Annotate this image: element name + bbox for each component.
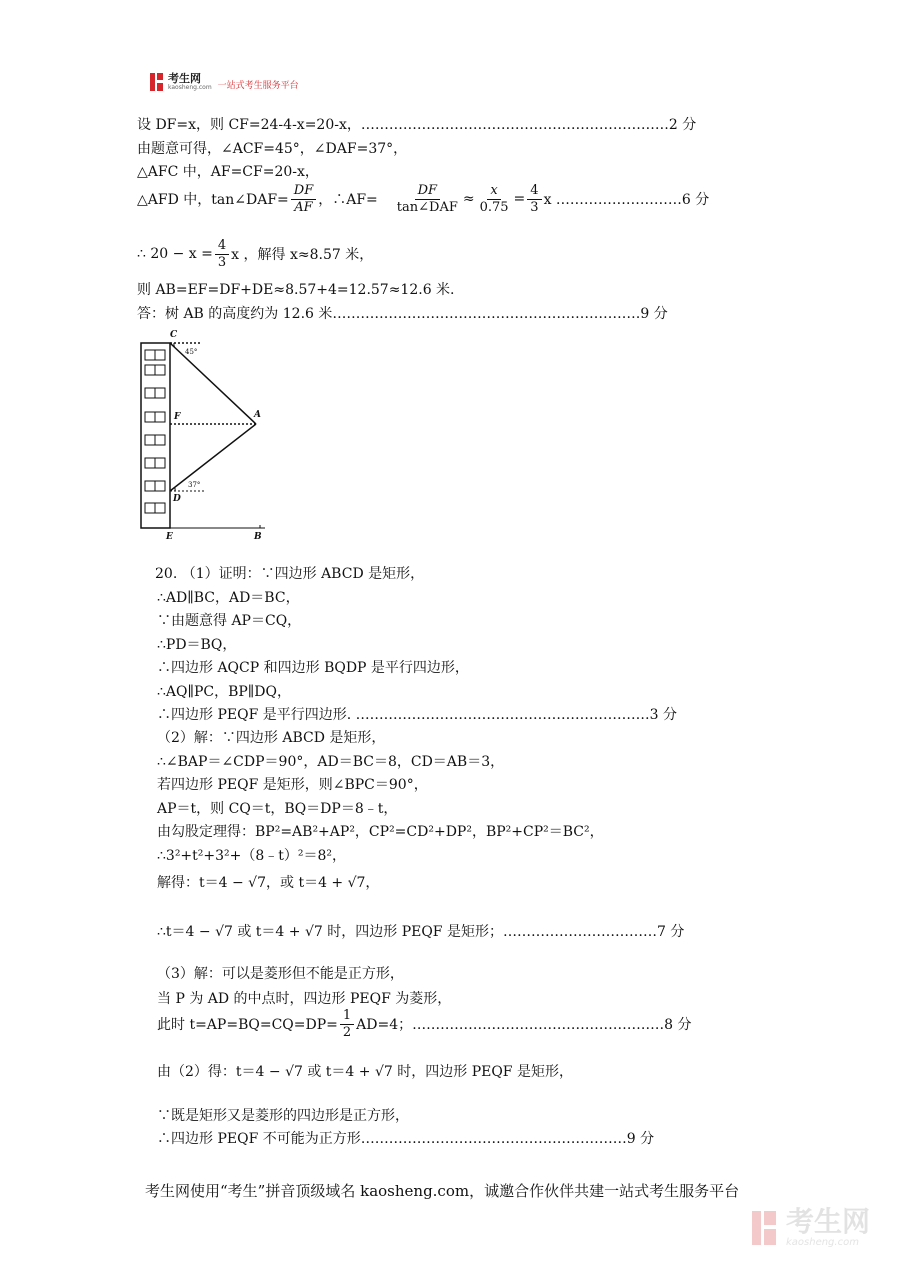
p20-line-18: 此时 t=AP=BQ=CQ=DP= $\frac{1}{2}$ AD=4；………………………………………………8 分 xyxy=(157,1008,692,1040)
p20-line-2: ∴AD∥BC，AD＝BC， xyxy=(157,590,300,606)
watermark-logo xyxy=(752,1205,870,1248)
geometry-figure xyxy=(130,325,280,545)
p20-line-12: 由勾股定理得：BP²=AB²+AP²，CP²=CD²+DP²，BP²+CP²＝BC²， xyxy=(157,824,604,840)
solution-line-5: ∴ 20 − x = $\frac{4}{3}$ x ，解得 x≈8.57 米， xyxy=(137,238,374,270)
logo-slogan: 一站式考生服务平台 xyxy=(217,81,299,91)
line-da xyxy=(170,424,256,491)
label-a: A xyxy=(254,410,261,420)
p20-line-1: 20. （1）证明：∵四边形 ABCD 是矩形， xyxy=(155,566,425,582)
solution-line-6: 则 AB=EF=DF+DE≈8.57+4=12.57≈12.6 米. xyxy=(137,282,455,298)
fraction-df-tan: $\frac{DF}{\text{tan∠DAF}}$ xyxy=(396,183,458,215)
p20-line-3: ∵由题意得 AP＝CQ， xyxy=(157,613,302,629)
p20-line-11: AP＝t，则 CQ＝t，BQ＝DP＝8﹣t， xyxy=(157,801,398,817)
logo-name: 考生网 xyxy=(168,71,201,85)
p20-line-21: ∴四边形 PEQF 不可能为正方形…………………………………………………9 分 xyxy=(157,1131,655,1147)
p20-line-8: （2）解：∵四边形 ABCD 是矩形， xyxy=(157,730,386,746)
angle-label-bottom: 37° xyxy=(188,481,201,489)
line-ca xyxy=(170,343,256,424)
p20-line-19: 由（2）得：t＝4 − √7 或 t＝4 + √7 时，四边形 PEQF 是矩形， xyxy=(157,1064,573,1080)
solution-line-1: 设 DF=x，则 CF=24-4-x=20-x，…………………………………………………………2 分 xyxy=(137,117,697,133)
p20-line-16: （3）解：可以是菱形但不能是正方形， xyxy=(157,966,404,982)
fraction-4-3-b: $\frac{4}{3}$ xyxy=(215,238,229,270)
angle-label-top: 45° xyxy=(185,348,198,356)
p20-line-17: 当 P 为 AD 的中点时，四边形 PEQF 为菱形， xyxy=(157,991,452,1007)
header-logo xyxy=(150,72,299,91)
p20-line-13: ∴3²+t²+3²+（8﹣t）²＝8²， xyxy=(157,848,347,864)
p20-line-9: ∴∠BAP＝∠CDP＝90°，AD＝BC＝8，CD＝AB＝3， xyxy=(157,754,505,770)
p20-line-10: 若四边形 PEQF 是矩形，则∠BPC＝90°， xyxy=(157,777,428,793)
fraction-df-af: $\frac{DF}{AF}$ xyxy=(291,183,316,215)
fraction-1-2: $\frac{1}{2}$ xyxy=(340,1008,354,1040)
logo-domain: kaosheng.com xyxy=(168,83,212,91)
angle-arc-bottom xyxy=(175,487,176,491)
logo-icon xyxy=(150,73,164,91)
p20-line-7: ∴四边形 PEQF 是平行四边形. ………………………………………………………3 分 xyxy=(157,707,677,723)
p20-line-4: ∴PD＝BQ， xyxy=(157,637,237,653)
label-f: F xyxy=(174,412,181,422)
watermark-name: 考生网 xyxy=(785,1205,870,1238)
label-b: B xyxy=(254,532,262,542)
building-windows xyxy=(145,350,165,513)
p20-line-14: 解得：t＝4 − √7，或 t＝4 + √7， xyxy=(157,875,380,891)
p20-line-15: ∴t＝4 − √7 或 t＝4 + √7 时，四边形 PEQF 是矩形；……………………………7 分 xyxy=(157,924,685,940)
label-e: E xyxy=(166,532,173,542)
watermark-icon xyxy=(752,1211,778,1245)
p20-line-5: ∴四边形 AQCP 和四边形 BQDP 是平行四边形， xyxy=(157,660,469,676)
p20-line-6: ∴AQ∥PC，BP∥DQ， xyxy=(157,684,291,700)
solution-line-7: 答：树 AB 的高度约为 12.6 米…………………………………………………………9 分 xyxy=(137,306,668,322)
watermark-domain: kaosheng.com xyxy=(785,1237,859,1248)
solution-line-2: 由题意可得，∠ACF=45°，∠DAF=37°， xyxy=(137,141,408,157)
fraction-4-3: $\frac{4}{3}$ xyxy=(527,183,541,215)
label-c: C xyxy=(170,330,178,340)
footer-text: 考生网使用“考生”拼音顶级域名 kaosheng.com，诚邀合作伙伴共建一站式考生服务平台 xyxy=(145,1182,740,1200)
p20-line-20: ∵既是矩形又是菱形的四边形是正方形， xyxy=(157,1108,409,1124)
solution-line-4: △AFD 中，tan∠DAF= $\frac{DF}{AF}$ ，∴AF= $\frac{DF}{\text{tan∠DAF}}$ ≈ $\frac{x}{0.75}$ = $\frac{4}{3}$ x ………………………6 分 xyxy=(137,183,710,215)
solution-line-3: △AFC 中，AF=CF=20-x， xyxy=(137,164,319,180)
fraction-x-075: $\frac{x}{0.75}$ xyxy=(479,183,509,215)
label-d: D xyxy=(173,494,181,504)
